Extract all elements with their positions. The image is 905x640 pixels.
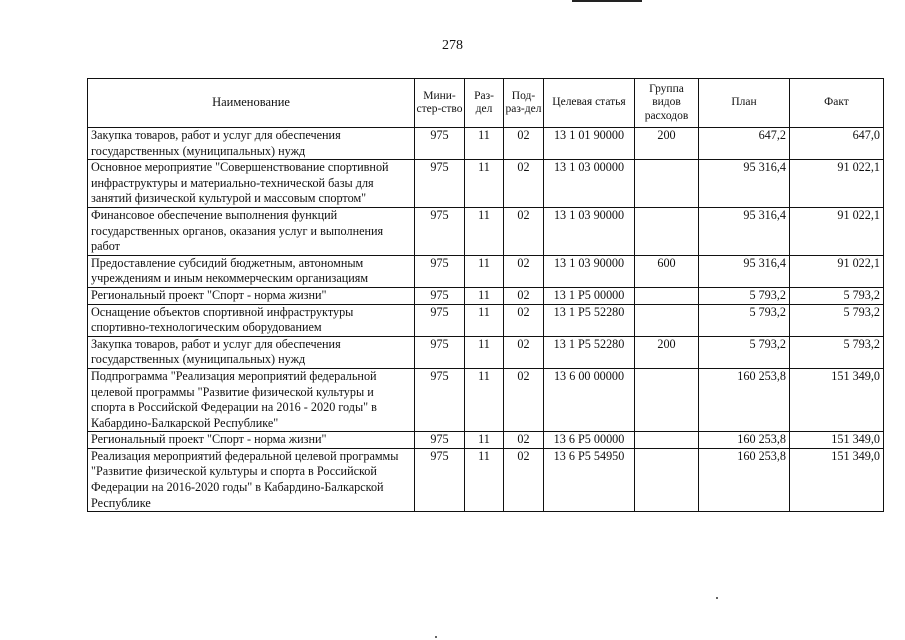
cell-expense-group: 200 [635,128,699,160]
cell-plan: 647,2 [699,128,790,160]
cell-name: Региональный проект "Спорт - норма жизни" [88,287,415,304]
cell-ministry: 975 [415,287,465,304]
cell-target: 13 1 03 90000 [544,207,635,255]
cell-expense-group [635,448,699,511]
cell-ministry: 975 [415,432,465,449]
cell-ministry: 975 [415,304,465,336]
cell-expense-group: 600 [635,255,699,287]
cell-fact: 91 022,1 [790,207,884,255]
cell-ministry: 975 [415,336,465,368]
cell-name: Финансовое обеспечение выполнения функций государственных органов, оказания услуг и выполнения работ [88,207,415,255]
cell-plan: 160 253,8 [699,432,790,449]
cell-name: Подпрограмма "Реализация мероприятий федеральной целевой программы "Развитие физической культуры и спорта в Российской Федерации на 2016 - 2020 годы" в Кабардино-Балкарской Республике" [88,368,415,431]
cell-section: 11 [465,448,504,511]
cell-subsection: 02 [504,255,544,287]
page-number: 278 [442,38,463,53]
cell-target: 13 6 00 00000 [544,368,635,431]
cell-fact: 5 793,2 [790,304,884,336]
cell-section: 11 [465,207,504,255]
cell-fact: 151 349,0 [790,432,884,449]
scan-speck [435,636,437,638]
cell-subsection: 02 [504,304,544,336]
cell-plan: 95 316,4 [699,255,790,287]
cell-subsection: 02 [504,160,544,208]
cell-name: Реализация мероприятий федеральной целевой программы "Развитие физической культуры и спорта в Российской Федерации на 2016-2020 годы" в Кабардино-Балкарской Республике [88,448,415,511]
cell-plan: 95 316,4 [699,207,790,255]
header-fact: Факт [790,79,884,128]
cell-ministry: 975 [415,368,465,431]
cell-expense-group: 200 [635,336,699,368]
cell-subsection: 02 [504,448,544,511]
cell-expense-group [635,160,699,208]
table-row [88,368,884,431]
cell-expense-group [635,287,699,304]
cell-name: Основное мероприятие "Совершенствование спортивной инфраструктуры и материально-технической базы для занятий физической культурой и массовым спортом" [88,160,415,208]
cell-subsection: 02 [504,128,544,160]
budget-table [87,78,884,512]
table-row [88,160,884,208]
cell-expense-group [635,304,699,336]
cell-fact: 151 349,0 [790,368,884,431]
cell-fact: 91 022,1 [790,160,884,208]
header-section: Раз-дел [465,79,504,128]
header-subsection: Под-раз-дел [504,79,544,128]
cell-target: 13 6 P5 00000 [544,432,635,449]
cell-plan: 5 793,2 [699,304,790,336]
cell-target: 13 1 01 90000 [544,128,635,160]
header-plan: План [699,79,790,128]
cell-ministry: 975 [415,128,465,160]
cell-plan: 5 793,2 [699,287,790,304]
table-row [88,304,884,336]
cell-target: 13 1 P5 52280 [544,336,635,368]
cell-ministry: 975 [415,448,465,511]
table-row [88,432,884,449]
cell-section: 11 [465,255,504,287]
cell-section: 11 [465,336,504,368]
cell-plan: 95 316,4 [699,160,790,208]
cell-target: 13 6 P5 54950 [544,448,635,511]
cell-expense-group [635,368,699,431]
cell-section: 11 [465,368,504,431]
cell-fact: 91 022,1 [790,255,884,287]
cell-target: 13 1 P5 00000 [544,287,635,304]
cell-name: Закупка товаров, работ и услуг для обеспечения государственных (муниципальных) нужд [88,128,415,160]
cell-plan: 160 253,8 [699,448,790,511]
page-top-rule [572,0,642,2]
cell-ministry: 975 [415,160,465,208]
table-row [88,336,884,368]
table-row [88,287,884,304]
cell-section: 11 [465,128,504,160]
table-header-row [88,79,884,128]
cell-name: Предоставление субсидий бюджетным, автономным учреждениям и иным некоммерческим организациям [88,255,415,287]
cell-subsection: 02 [504,336,544,368]
cell-section: 11 [465,160,504,208]
cell-expense-group [635,207,699,255]
cell-section: 11 [465,287,504,304]
cell-subsection: 02 [504,432,544,449]
scan-speck [716,597,718,599]
cell-subsection: 02 [504,207,544,255]
header-target: Целевая статья [544,79,635,128]
cell-name: Региональный проект "Спорт - норма жизни" [88,432,415,449]
cell-section: 11 [465,304,504,336]
header-name: Наименование [88,79,415,128]
cell-plan: 160 253,8 [699,368,790,431]
cell-target: 13 1 P5 52280 [544,304,635,336]
table-row [88,128,884,160]
header-expense-group: Группа видов расходов [635,79,699,128]
cell-fact: 5 793,2 [790,336,884,368]
cell-fact: 151 349,0 [790,448,884,511]
table-row [88,207,884,255]
header-ministry: Мини-стер-ство [415,79,465,128]
cell-plan: 5 793,2 [699,336,790,368]
cell-fact: 647,0 [790,128,884,160]
cell-expense-group [635,432,699,449]
cell-ministry: 975 [415,207,465,255]
cell-subsection: 02 [504,368,544,431]
cell-name: Закупка товаров, работ и услуг для обеспечения государственных (муниципальных) нужд [88,336,415,368]
cell-name: Оснащение объектов спортивной инфраструктуры спортивно-технологическим оборудованием [88,304,415,336]
table-row [88,255,884,287]
cell-section: 11 [465,432,504,449]
table-row [88,448,884,511]
cell-target: 13 1 03 00000 [544,160,635,208]
cell-target: 13 1 03 90000 [544,255,635,287]
cell-fact: 5 793,2 [790,287,884,304]
cell-ministry: 975 [415,255,465,287]
cell-subsection: 02 [504,287,544,304]
